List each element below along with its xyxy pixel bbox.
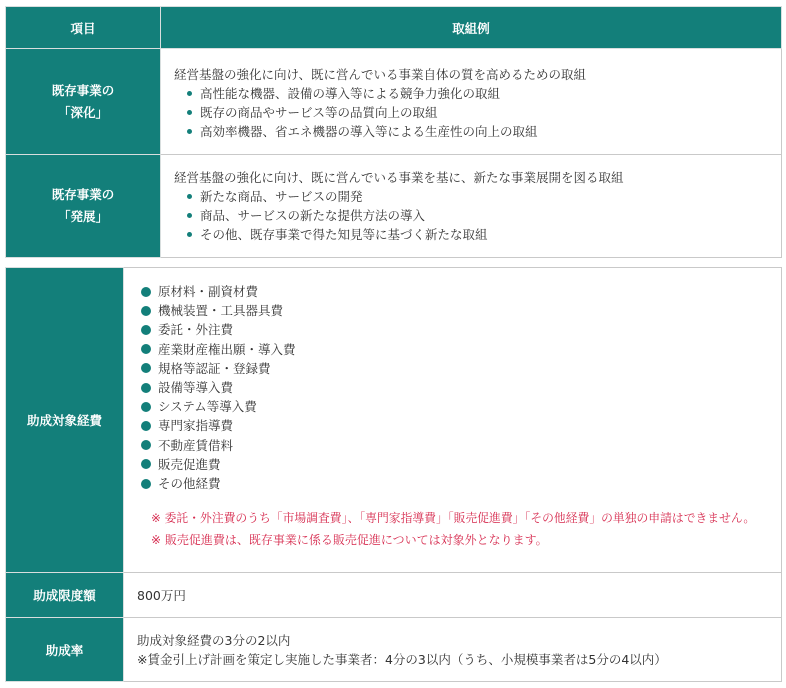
expense-note: ※ 委託・外注費のうち「市場調査費」、「専門家指導費」「販売促進費」「その他経費」の単独の申請はできません。 — [151, 511, 756, 526]
row-label-line: 「発展」 — [57, 209, 108, 224]
bullet-item: 高効率機器、省エネ機器の導入等による生産性の向上の取組 — [174, 122, 781, 141]
bullet-list — [174, 84, 781, 141]
expense-item: 設備等導入費 — [128, 378, 781, 397]
bullet-item: その他、既存事業で得た知見等に基づく新たな取組 — [174, 225, 781, 244]
initiatives-table — [5, 6, 782, 258]
header-item: 項目 — [6, 7, 161, 49]
limit-label: 助成限度額 — [6, 573, 124, 618]
expense-item: 販売促進費 — [128, 455, 781, 474]
rate-line: 助成対象経費の3分の2以内 — [137, 632, 291, 648]
limit-content — [124, 573, 782, 618]
bullet-item: 新たな商品、サービスの開発 — [174, 187, 781, 206]
row-development-content — [161, 155, 782, 258]
rate-line: ※賃金引上げ計画を策定し実施した事業者：4分の3以内（うち、小規模事業者は5分の4以内） — [137, 651, 667, 667]
row-label-line: 「深化」 — [57, 104, 108, 120]
bullet-item: 高性能な機器、設備の導入等による競争力強化の取組 — [174, 84, 781, 103]
row-label-line: 既存事業の — [51, 187, 115, 202]
rate-label: 助成率 — [6, 618, 124, 682]
header-example: 取組例 — [161, 7, 782, 49]
expense-item: その他経費 — [128, 474, 781, 493]
expense-item: 委託・外注費 — [128, 320, 781, 339]
expense-item: 専門家指導費 — [128, 416, 781, 435]
bullet-item: 既存の商品やサービス等の品質向上の取組 — [174, 103, 781, 122]
expense-item: 産業財産権出願・導入費 — [128, 340, 781, 359]
subsidy-table — [5, 267, 782, 682]
expense-item: 不動産賃借料 — [128, 436, 781, 455]
expense-item: 規格等認証・登録費 — [128, 359, 781, 378]
expense-list — [128, 282, 781, 493]
expense-item: 機械装置・工具器具費 — [128, 301, 781, 320]
row-intro: 経営基盤の強化に向け、既に営んでいる事業を基に、新たな事業展開を図る取組 — [174, 170, 624, 185]
expense-note: ※ 販売促進費は、既存事業に係る販売促進については対象外となります。 — [151, 533, 548, 548]
expenses-label: 助成対象経費 — [6, 268, 124, 573]
row-intro: 経営基盤の強化に向け、既に営んでいる事業自体の質を高めるための取組 — [174, 67, 587, 82]
bullet-item: 商品、サービスの新たな提供方法の導入 — [174, 206, 781, 225]
rate-content — [124, 618, 782, 682]
row-deepening-label — [6, 49, 161, 155]
row-deepening-content — [161, 49, 782, 155]
row-development-label — [6, 155, 161, 258]
bullet-list — [174, 187, 781, 244]
row-label-line: 既存事業の — [51, 82, 115, 98]
limit-value: 800万円 — [137, 588, 186, 603]
expenses-content — [124, 268, 782, 573]
expense-item: 原材料・副資材費 — [128, 282, 781, 301]
expense-item: システム等導入費 — [128, 397, 781, 416]
